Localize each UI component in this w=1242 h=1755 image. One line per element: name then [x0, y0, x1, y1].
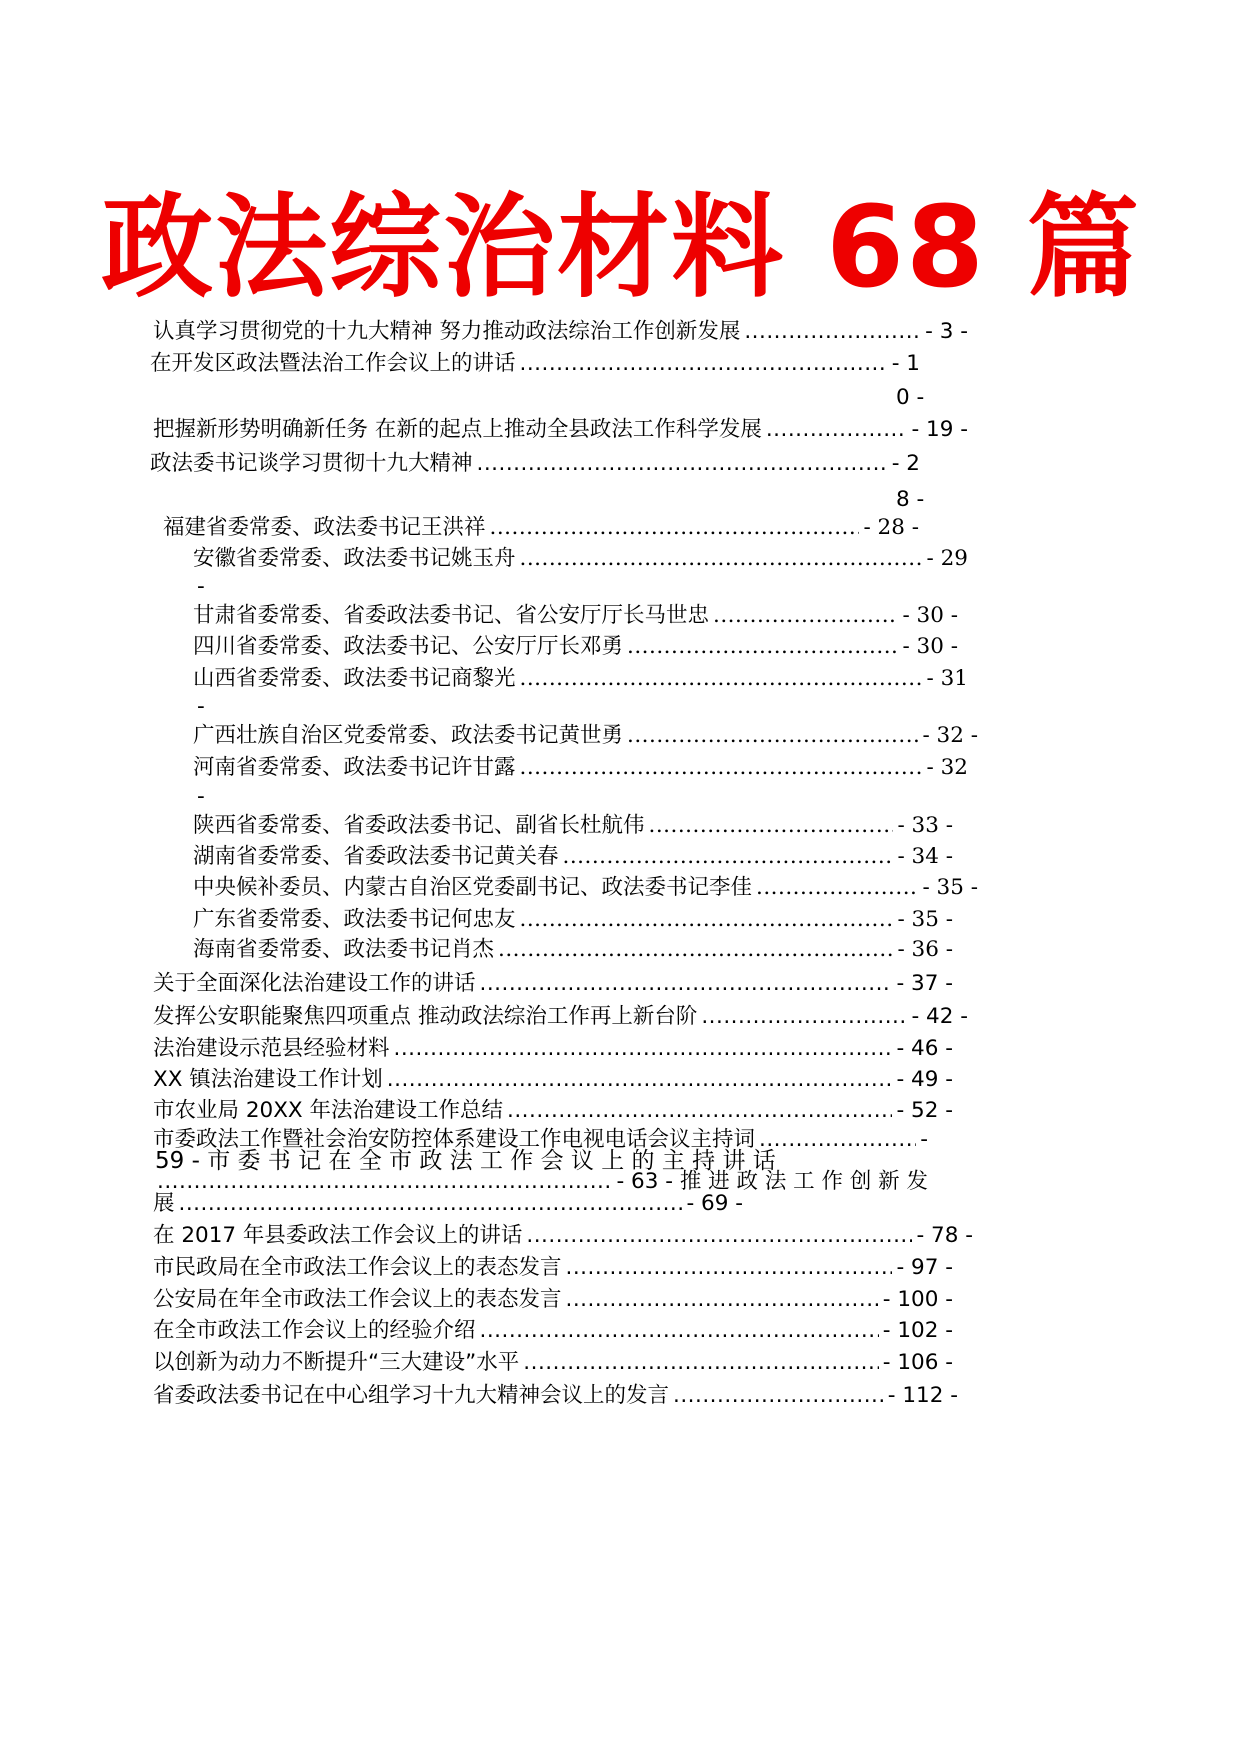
toc-entry-page-continued: 0 - [896, 385, 925, 410]
toc-entry[interactable] [153, 1035, 953, 1063]
toc-entry-title: 在开发区政法暨法治工作会议上的讲话 [150, 351, 516, 376]
toc-entry-page-continued: - [197, 694, 205, 719]
toc-entry-title: 中央候补委员、内蒙古自治区党委副书记、政法委书记李佳 [193, 875, 753, 900]
toc-entry-title: 甘肃省委常委、省委政法委书记、省公安厅厅长马世忠 [193, 603, 710, 628]
toc-leader-dots [627, 722, 918, 750]
toc-entry[interactable] [153, 1349, 953, 1377]
toc-entry-page: - 30 - [902, 603, 958, 628]
toc-entry-page: - 69 - [686, 1191, 743, 1216]
toc-leader-dots [744, 318, 921, 346]
toc-entry-page: - 3 - [925, 319, 968, 344]
toc-entry-title: 公安局在年全市政法工作会议上的表态发言 [153, 1287, 562, 1312]
toc-entry[interactable] [153, 416, 968, 444]
toc-entry-title: 市委政法工作暨社会治安防控体系建设工作电视电话会议主持词 [153, 1127, 756, 1152]
toc-leader-dots [520, 350, 888, 378]
toc-entry[interactable] [193, 812, 953, 840]
toc-entry[interactable] [163, 514, 919, 542]
toc-entry[interactable] [153, 1190, 743, 1218]
toc-entry-title: 广西壮族自治区党委常委、政法委书记黄世勇 [193, 723, 624, 748]
toc-entry-page-continued: 8 - [896, 487, 925, 512]
toc-entry[interactable] [193, 936, 953, 964]
toc-entry-page: - 2 [891, 451, 920, 476]
toc-leader-dots [523, 1349, 878, 1377]
toc-entry-title: 省委政法委书记在中心组学习十九大精神会议上的发言 [153, 1383, 670, 1408]
toc-leader-dots [759, 1126, 916, 1154]
toc-entry-page: - 32 [926, 755, 968, 780]
toc-entry-page: - 100 - [882, 1287, 953, 1312]
toc-leader-dots [756, 874, 918, 902]
toc-entry[interactable] [153, 1222, 973, 1250]
toc-entry[interactable] [193, 754, 968, 782]
toc-entry-title: 陕西省委常委、省委政法委书记、副省长杜航伟 [193, 813, 645, 838]
toc-entry-title: 四川省委常委、政法委书记、公安厅厅长邓勇 [193, 634, 624, 659]
toc-entry-title: 发挥公安职能聚焦四项重点 推动政法综治工作再上新台阶 [153, 1004, 698, 1029]
toc-leader-dots [563, 843, 894, 871]
toc-entry-title: 把握新形势明确新任务 在新的起点上推动全县政法工作科学发展 [153, 417, 762, 442]
toc-entry-title: 政法委书记谈学习贯彻十九大精神 [150, 451, 473, 476]
toc-entry[interactable] [193, 602, 958, 630]
toc-leader-dots [701, 1003, 907, 1031]
toc-leader-dots [520, 545, 923, 573]
toc-entry-title: 在 2017 年县委政法工作会议上的讲话 [153, 1223, 523, 1248]
toc-entry-page: - 32 - [922, 723, 978, 748]
toc-leader-dots [490, 514, 860, 542]
toc-entry[interactable] [193, 665, 968, 693]
toc-entry-title: 在全市政法工作会议上的经验介绍 [153, 1318, 476, 1343]
toc-entry-title: - 63 - 推 进 政 法 工 作 创 新 发 [616, 1169, 928, 1194]
toc-entry[interactable] [193, 874, 978, 902]
toc-entry-title: 关于全面深化法治建设工作的讲话 [153, 971, 476, 996]
toc-entry-page: - 36 - [897, 937, 953, 962]
toc-leader-dots [520, 754, 923, 782]
toc-entry-title: 安徽省委常委、政法委书记姚玉舟 [193, 546, 516, 571]
toc-entry-page: - 33 - [897, 813, 953, 838]
toc-leader-dots [566, 1254, 893, 1282]
toc-leader-dots [387, 1066, 893, 1094]
toc-leader-dots [627, 633, 898, 661]
toc-entry[interactable] [153, 1097, 953, 1125]
toc-entry-page: - 106 - [882, 1350, 953, 1375]
toc-entry-page: - [920, 1127, 928, 1152]
toc-entry-page: - 29 [926, 546, 968, 571]
toc-entry-page-continued: - [197, 574, 205, 599]
toc-entry-title: 河南省委常委、政法委书记许甘露 [193, 755, 516, 780]
toc-entry-title: 福建省委常委、政法委书记王洪祥 [163, 515, 486, 540]
toc-entry[interactable] [193, 633, 958, 661]
toc-entry-title: 山西省委常委、政法委书记商黎光 [193, 666, 516, 691]
toc-entry-title: 认真学习贯彻党的十九大精神 努力推动政法综治工作创新发展 [153, 319, 741, 344]
toc-entry[interactable] [153, 1066, 953, 1094]
toc-entry-page: - 37 - [896, 971, 953, 996]
toc-entry-page: - 35 - [897, 907, 953, 932]
toc-entry[interactable] [193, 722, 978, 750]
toc-entry[interactable] [153, 1382, 958, 1410]
toc-leader-dots [480, 1317, 879, 1345]
toc-entry-title: 海南省委常委、政法委书记肖杰 [193, 937, 495, 962]
toc-entry-title: 法治建设示范县经验材料 [153, 1036, 390, 1061]
toc-leader-dots [526, 1222, 912, 1250]
toc-entry[interactable] [193, 545, 968, 573]
toc-entry-page: - 52 - [896, 1098, 953, 1123]
toc-leader-dots [179, 1190, 683, 1218]
toc-entry-page: - 34 - [897, 844, 953, 869]
toc-entry-page: - 97 - [896, 1255, 953, 1280]
toc-entry[interactable] [153, 970, 953, 998]
toc-entry-title: 市民政局在全市政法工作会议上的表态发言 [153, 1255, 562, 1280]
toc-entry-page: - 42 - [911, 1004, 968, 1029]
toc-entry-page: - 35 - [922, 875, 978, 900]
toc-entry[interactable] [150, 350, 920, 378]
toc-entry-page: - 112 - [887, 1383, 958, 1408]
toc-leader-dots [498, 936, 893, 964]
toc-entry-page: - 19 - [911, 417, 968, 442]
toc-entry-title: 展 [153, 1191, 175, 1216]
toc-entry[interactable] [150, 450, 920, 478]
toc-entry-title: 湖南省委常委、省委政法委书记黄关春 [193, 844, 559, 869]
toc-entry[interactable] [153, 1254, 953, 1282]
toc-entry-page-continued: - [197, 784, 205, 809]
toc-leader-dots [673, 1382, 884, 1410]
toc-entry[interactable] [193, 843, 953, 871]
toc-entry-page: - 1 [891, 351, 920, 376]
toc-leader-dots [713, 602, 898, 630]
toc-entry-page: - 49 - [896, 1067, 953, 1092]
toc-entry-page: - 30 - [902, 634, 958, 659]
toc-leader-dots [520, 665, 923, 693]
toc-leader-dots [520, 906, 894, 934]
toc-entry-page: - 78 - [916, 1223, 973, 1248]
toc-entry-title: 以创新为动力不断提升“三大建设”水平 [153, 1350, 520, 1375]
toc-leader-dots [507, 1097, 892, 1125]
toc-leader-dots [477, 450, 888, 478]
toc-entry[interactable] [153, 318, 968, 346]
toc-entry-page: - 31 [926, 666, 968, 691]
toc-entry[interactable] [153, 1003, 968, 1031]
toc-leader-dots [480, 970, 893, 998]
toc-entry-page: - 46 - [896, 1036, 953, 1061]
toc-entry[interactable] [153, 1317, 953, 1345]
toc-entry-page: - 102 - [882, 1318, 953, 1343]
toc-entry-page: - 28 - [863, 515, 919, 540]
document-title: 政法综治材料 68 篇 [101, 183, 1141, 313]
toc-entry[interactable] [153, 1286, 953, 1314]
toc-entry-title-continued: 59 - 市 委 书 记 在 全 市 政 法 工 作 会 议 上 的 主 持 讲 话 [155, 1148, 776, 1174]
toc-leader-dots [566, 1286, 879, 1314]
toc-entry-title: 广东省委常委、政法委书记何忠友 [193, 907, 516, 932]
toc-leader-dots [649, 812, 894, 840]
toc-leader-dots [766, 416, 908, 444]
toc-entry-title: XX 镇法治建设工作计划 [153, 1067, 383, 1092]
toc-entry-title: 市农业局 20XX 年法治建设工作总结 [153, 1098, 503, 1123]
toc-entry[interactable] [193, 906, 953, 934]
toc-leader-dots [394, 1035, 893, 1063]
